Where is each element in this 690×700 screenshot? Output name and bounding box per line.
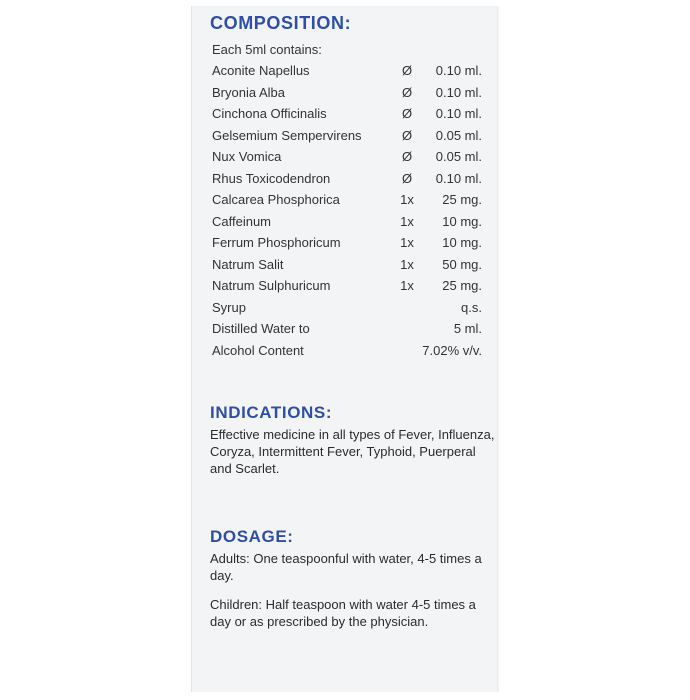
ingredient-row: [212, 63, 482, 85]
ingredient-name: Natrum Salit: [212, 256, 284, 272]
ingredient-amount: 10 mg.: [442, 235, 482, 250]
ingredient-name: Nux Vomica: [212, 149, 282, 164]
ingredient-row: [212, 214, 482, 236]
ingredient-name: Rhus Toxicodendron: [212, 170, 331, 186]
indications-text: Effective medicine in all types of Fever, Influenza, Coryza, Intermittent Fever, Typhoid, Puerperal and Scarlet.: [210, 427, 495, 476]
ingredient-amount: 7.02% v/v.: [422, 342, 482, 358]
ingredient-amount: 25 mg.: [442, 192, 482, 207]
ingredient-name: Bryonia Alba: [212, 84, 285, 100]
ingredient-row: [212, 343, 482, 365]
ingredient-name: Syrup: [212, 299, 246, 315]
ingredient-name: Gelsemium Sempervirens: [212, 127, 362, 143]
ingredient-row: [212, 85, 482, 107]
ingredient-potency: 1x: [400, 235, 414, 250]
ingredient-name: Distilled Water to: [212, 321, 310, 336]
ingredient-name: Calcarea Phosphorica: [212, 192, 340, 207]
ingredient-amount: 0.10 ml.: [435, 106, 482, 121]
ingredient-potency: Ø: [401, 106, 413, 121]
ingredient-amount: q.s.: [461, 299, 482, 315]
ingredient-potency: 1x: [400, 213, 414, 229]
indications-heading: INDICATIONS:: [210, 403, 333, 422]
dosage-heading: DOSAGE:: [210, 527, 294, 546]
ingredient-row: [212, 149, 482, 171]
ingredient-amount: 0.10 ml.: [435, 170, 482, 186]
ingredient-list: [212, 63, 482, 364]
ingredient-potency: Ø: [401, 170, 413, 186]
ingredient-row: [212, 300, 482, 322]
composition-intro: Each 5ml contains:: [212, 42, 322, 57]
ingredient-amount: 0.10 ml.: [435, 84, 482, 100]
dosage-children-text: Children: Half teaspoon with water 4-5 times a day or as prescribed by the physician.: [210, 597, 476, 629]
ingredient-name: Ferrum Phosphoricum: [212, 235, 341, 250]
ingredient-amount: 25 mg.: [442, 278, 482, 293]
ingredient-amount: 50 mg.: [442, 256, 482, 272]
ingredient-amount: 5 ml.: [453, 321, 482, 336]
ingredient-potency: Ø: [401, 127, 413, 143]
ingredient-row: [212, 106, 482, 128]
ingredient-row: [212, 171, 482, 193]
ingredient-amount: 0.05 ml.: [435, 149, 482, 164]
ingredient-potency: Ø: [401, 63, 413, 78]
ingredient-potency: Ø: [401, 149, 413, 164]
ingredient-potency: Ø: [401, 84, 413, 100]
ingredient-row: [212, 128, 482, 150]
ingredient-row: [212, 321, 482, 343]
ingredient-amount: 0.10 ml.: [435, 63, 482, 78]
ingredient-name: Caffeinum: [212, 213, 272, 229]
ingredient-name: Cinchona Officinalis: [212, 106, 327, 121]
ingredient-amount: 0.05 ml.: [435, 127, 482, 143]
ingredient-potency: 1x: [400, 192, 414, 207]
dosage-adults-text: Adults: One teaspoonful with water, 4-5 times a day.: [210, 551, 482, 583]
ingredient-row: [212, 235, 482, 257]
ingredient-name: Alcohol Content: [212, 342, 304, 358]
ingredient-row: [212, 278, 482, 300]
ingredient-potency: 1x: [400, 256, 414, 272]
ingredient-row: [212, 192, 482, 214]
ingredient-amount: 10 mg.: [442, 213, 482, 229]
ingredient-name: Aconite Napellus: [212, 63, 310, 78]
ingredient-row: [212, 257, 482, 279]
panel-edge-shadow: [497, 6, 500, 692]
ingredient-potency: 1x: [400, 278, 414, 293]
ingredient-name: Natrum Sulphuricum: [212, 278, 331, 293]
composition-heading: COMPOSITION:: [210, 13, 352, 33]
